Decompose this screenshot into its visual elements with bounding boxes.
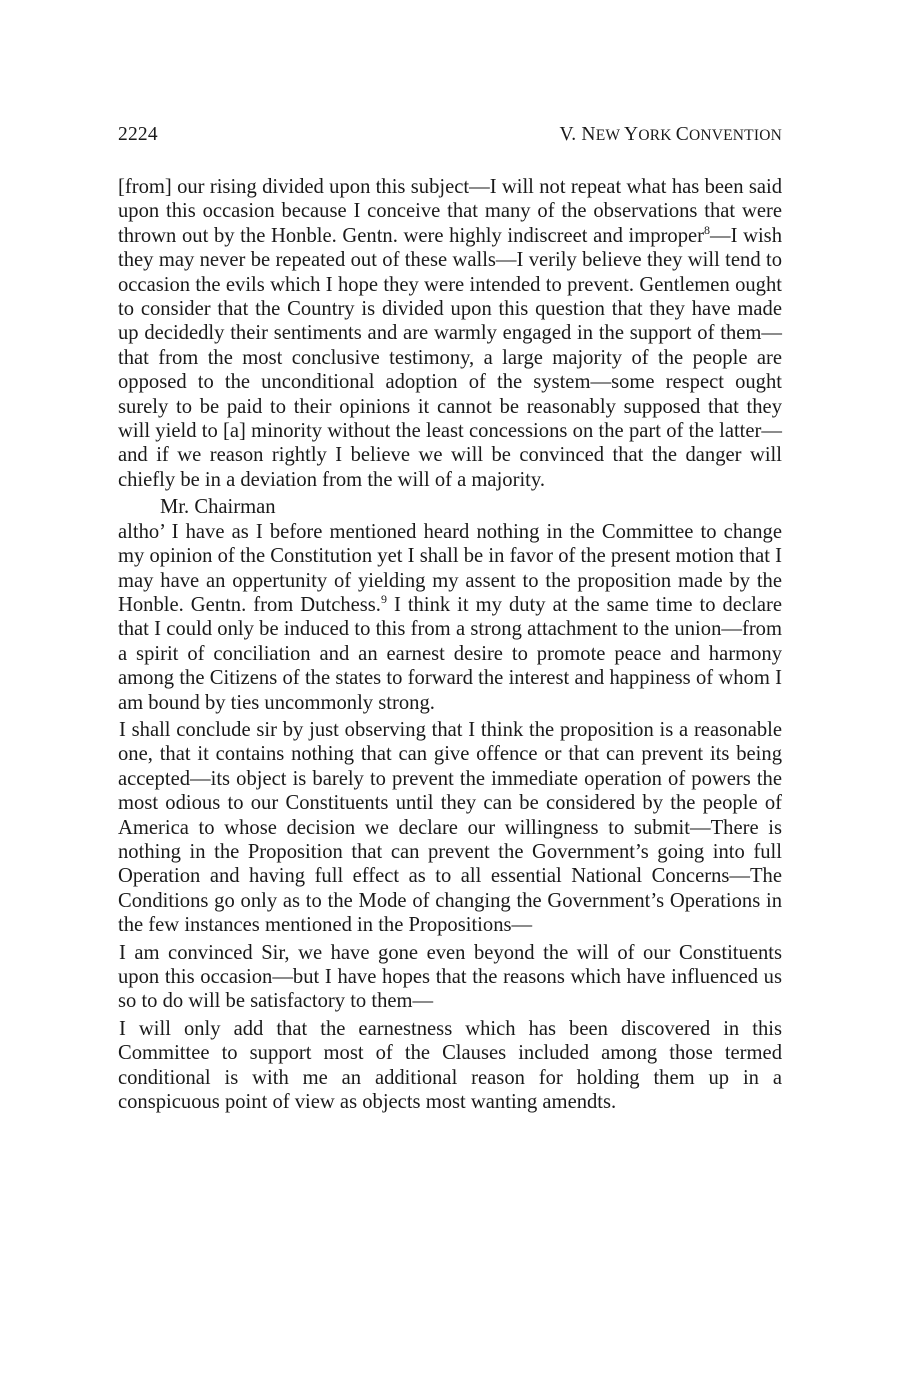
footnote-ref-8[interactable]: 8 xyxy=(704,222,710,237)
document-page xyxy=(118,122,782,1117)
salutation: Mr. Chairman xyxy=(160,496,276,519)
running-title-small-ork: ORK xyxy=(638,127,676,144)
running-title-cap-n: N xyxy=(581,124,596,145)
body-text xyxy=(118,175,782,1114)
running-header xyxy=(118,122,782,149)
paragraph-4: I am convinced Sir, we have gone even beyond the will of our Constituents upon this occasion—but I have hopes that the reasons which have influenced us so to do will be satisfactory to them— xyxy=(118,941,782,1013)
paragraph-1-part-a: [from] our rising divided upon this subject—I will not repeat what has been said upon this occasion because I conceive that many of the observations that were thrown out by the Honble. Gentn. were highly indiscreet and improper xyxy=(118,176,782,247)
running-title-cap-c: C xyxy=(675,124,689,145)
running-title-prefix: V. xyxy=(559,124,582,145)
running-title-small-ew: EW xyxy=(595,127,625,144)
paragraph-2 xyxy=(118,520,782,715)
running-title-cap-y: Y xyxy=(624,124,639,145)
paragraph-2-part-b: I think it my duty at the same time to declare that I could only be induced to this from a strong attachment to the union—from a spirit of conciliation and an earnest desire to promote peace and harmony among the Citizens of the states to forward the interest and happiness of whom I am bound by ties uncommonly strong. xyxy=(118,593,782,714)
running-title-small-onvention: ONVENTION xyxy=(688,127,782,144)
paragraph-1-part-b: —I wish they may never be repeated out of these walls—I verily believe they will tend to occasion the evils which I hope they were intended to prevent. Gentlemen ought to consider that the Country is divided upon this question that they have made up decidedly their sentiments and are warmly engaged in the support of them—that from the most conclusive testimony, a large majority of the people are opposed to the unconditional adoption of the system—some respect ought surely to be paid to their opinions it cannot be reasonably supposed that they will yield to [a] minority without the least concessions on the part of the latter—and if we reason rightly I believe we will be convinced that the danger will chiefly be in a deviation from the will of a majority. xyxy=(118,224,782,491)
running-title xyxy=(560,122,783,149)
page-number: 2224 xyxy=(118,124,158,145)
footnote-ref-9[interactable]: 9 xyxy=(380,592,387,607)
paragraph-2-part-a: altho’ I have as I before mentioned heard nothing in the Committee to change my opinion of the Constitution yet I shall be in favor of the present motion that I may have an oppertunity of yielding my assent to the proposition made by the Honble. Gentn. from Dutchess. xyxy=(118,520,782,616)
paragraph-1 xyxy=(118,175,782,492)
paragraph-5: I will only add that the earnestness which has been discovered in this Committee to support most of the Clauses included among those termed conditional is with me an additional reason for holding them up in a conspicuous point of view as objects most wanting amendts. xyxy=(118,1017,782,1114)
paragraph-3: I shall conclude sir by just observing that I think the proposition is a reasonable one, that it contains nothing that can give offence or that can prevent its being accepted—its object is barely to prevent the immediate operation of powers the most odious to our Constituents until they can be considered by the people of America to whose decision we declare our willingness to submit—There is nothing in the Proposition that can prevent the Government’s going into full Operation and having full effect as to all essential National Concerns—The Conditions go only as to the Mode of changing the Government’s Operations in the few instances mentioned in the Propositions— xyxy=(118,718,782,937)
